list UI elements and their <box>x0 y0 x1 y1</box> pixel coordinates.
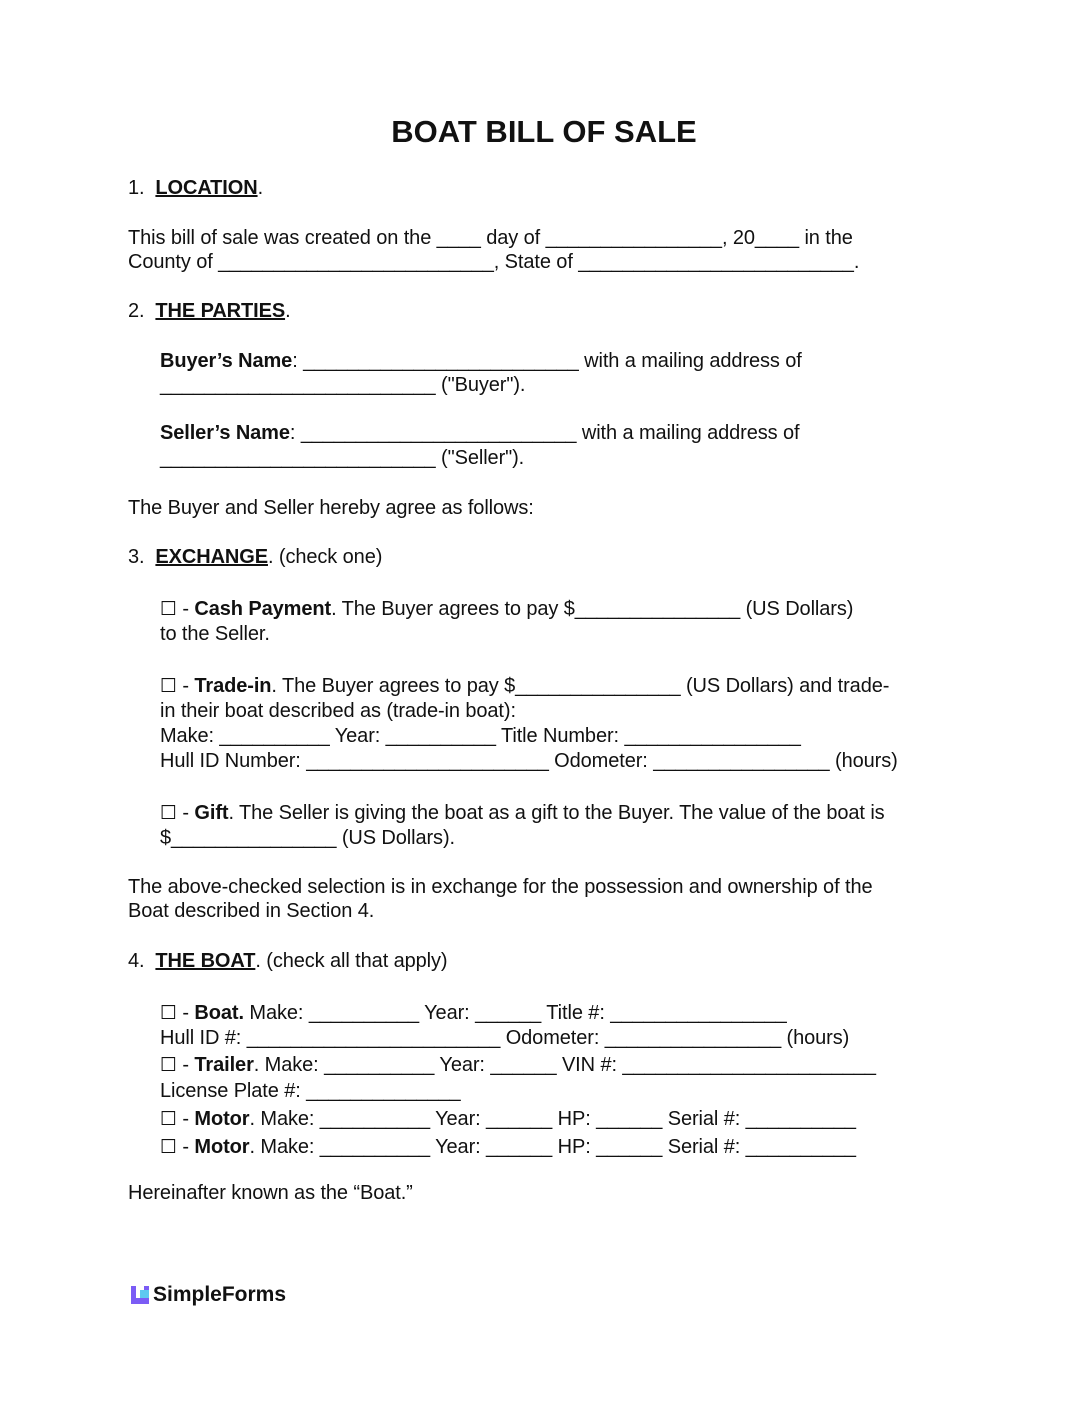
logo-text: SimpleForms <box>153 1283 287 1306</box>
field-label: Seller’s Name <box>160 422 290 444</box>
checkbox-icon[interactable]: ☐ <box>160 1136 177 1158</box>
line-text: in their boat described as (trade-in boat): <box>160 700 516 722</box>
document-line <box>160 674 889 698</box>
document-line <box>160 597 853 621</box>
line-text: to the Seller. <box>160 623 270 645</box>
document-line <box>160 801 885 825</box>
document-line <box>128 545 382 569</box>
section-heading: EXCHANGE <box>155 546 268 568</box>
line-text: : _________________________ with a mailing address of <box>292 350 802 372</box>
field-label: Motor <box>194 1136 250 1158</box>
line-text: Make: __________ Year: ______ Title #: ________________ <box>243 1002 787 1024</box>
line-text: _________________________ ("Buyer"). <box>160 374 526 396</box>
line-text: . <box>285 300 291 322</box>
line-text: License Plate #: ______________ <box>160 1080 461 1102</box>
line-text: . (check one) <box>267 546 383 568</box>
document-line <box>160 421 799 445</box>
field-label: Cash Payment <box>194 598 332 620</box>
document-line <box>160 373 525 397</box>
document-line <box>128 299 291 323</box>
document-line <box>128 899 374 923</box>
document-line <box>128 875 873 899</box>
document-line <box>160 699 516 723</box>
document-line <box>160 1135 856 1159</box>
line-text: Hull ID #: _______________________ Odometer: ________________ (hours) <box>160 1027 850 1049</box>
document-line <box>160 1107 856 1131</box>
line-text: . Make: __________ Year: ______ HP: ______ Serial #: __________ <box>249 1136 856 1158</box>
line-text: $_______________ (US Dollars). <box>160 827 455 849</box>
field-label: Trade-in <box>194 675 272 697</box>
document-line <box>128 949 447 973</box>
line-text: 2. <box>128 300 156 322</box>
line-text: . The Buyer agrees to pay $_______________ (US Dollars) and trade- <box>271 675 890 697</box>
logo-icon <box>131 1286 149 1304</box>
line-text: . The Seller is giving the boat as a gift to the Buyer. The value of the boat is <box>228 802 885 824</box>
checkbox-icon[interactable]: ☐ <box>160 675 177 697</box>
line-text: - <box>176 675 195 697</box>
line-text: - <box>176 1136 195 1158</box>
line-text: . (check all that apply) <box>255 950 448 972</box>
line-text: . The Buyer agrees to pay $_______________ (US Dollars) <box>331 598 854 620</box>
document-line <box>128 496 534 520</box>
section-heading: THE PARTIES <box>155 300 286 322</box>
line-text: Make: __________ Year: __________ Title Number: ________________ <box>160 725 801 747</box>
checkbox-icon[interactable]: ☐ <box>160 802 177 824</box>
document-line <box>160 1001 787 1025</box>
section-heading: LOCATION <box>155 177 258 199</box>
checkbox-icon[interactable]: ☐ <box>160 1002 177 1024</box>
document-line <box>128 250 859 274</box>
checkbox-icon[interactable]: ☐ <box>160 1054 177 1076</box>
line-text: . <box>257 177 264 199</box>
field-label: Buyer’s Name <box>160 350 293 372</box>
document-line <box>128 1181 413 1205</box>
document-line <box>160 1079 461 1103</box>
line-text: . Make: __________ Year: ______ HP: ______ Serial #: __________ <box>249 1108 856 1130</box>
line-text: County of _________________________, State of _________________________. <box>128 251 860 273</box>
document-line <box>160 724 801 748</box>
simpleforms-logo <box>131 1283 286 1307</box>
document-line <box>160 349 802 373</box>
section-heading: THE BOAT <box>155 950 256 972</box>
document-line <box>160 749 898 773</box>
document-title: BOAT BILL OF SALE <box>391 114 697 149</box>
document-line <box>160 446 524 470</box>
line-text: Hereinafter known as the “Boat.” <box>128 1182 413 1204</box>
line-text: 3. <box>128 546 156 568</box>
line-text: Boat described in Section 4. <box>128 900 375 922</box>
line-text: - <box>176 598 195 620</box>
line-text: - <box>176 802 195 824</box>
line-text: : _________________________ with a mailing address of <box>289 422 800 444</box>
line-text: - <box>176 1002 195 1024</box>
line-text: The Buyer and Seller hereby agree as follows: <box>128 497 534 519</box>
document-line <box>128 226 853 250</box>
line-text: . Make: __________ Year: ______ VIN #: _______________________ <box>253 1054 876 1076</box>
line-text: The above-checked selection is in exchange for the possession and ownership of the <box>128 876 873 898</box>
field-label: Boat. <box>194 1002 244 1024</box>
line-text: _________________________ ("Seller"). <box>160 447 525 469</box>
line-text: Hull ID Number: ______________________ Odometer: ________________ (hours) <box>160 750 898 772</box>
line-text: - <box>176 1054 195 1076</box>
document-line <box>160 826 455 850</box>
document-line <box>160 1026 849 1050</box>
checkbox-icon[interactable]: ☐ <box>160 598 177 620</box>
field-label: Trailer <box>194 1054 254 1076</box>
line-text: 1. <box>128 177 156 199</box>
line-text: This bill of sale was created on the ____ day of ________________, 20____ in the <box>128 227 853 249</box>
field-label: Gift <box>194 802 229 824</box>
document-line <box>160 1053 876 1077</box>
checkbox-icon[interactable]: ☐ <box>160 1108 177 1130</box>
line-text: - <box>176 1108 195 1130</box>
field-label: Motor <box>194 1108 250 1130</box>
document-line <box>160 622 270 646</box>
document-line <box>128 176 263 200</box>
line-text: 4. <box>128 950 156 972</box>
